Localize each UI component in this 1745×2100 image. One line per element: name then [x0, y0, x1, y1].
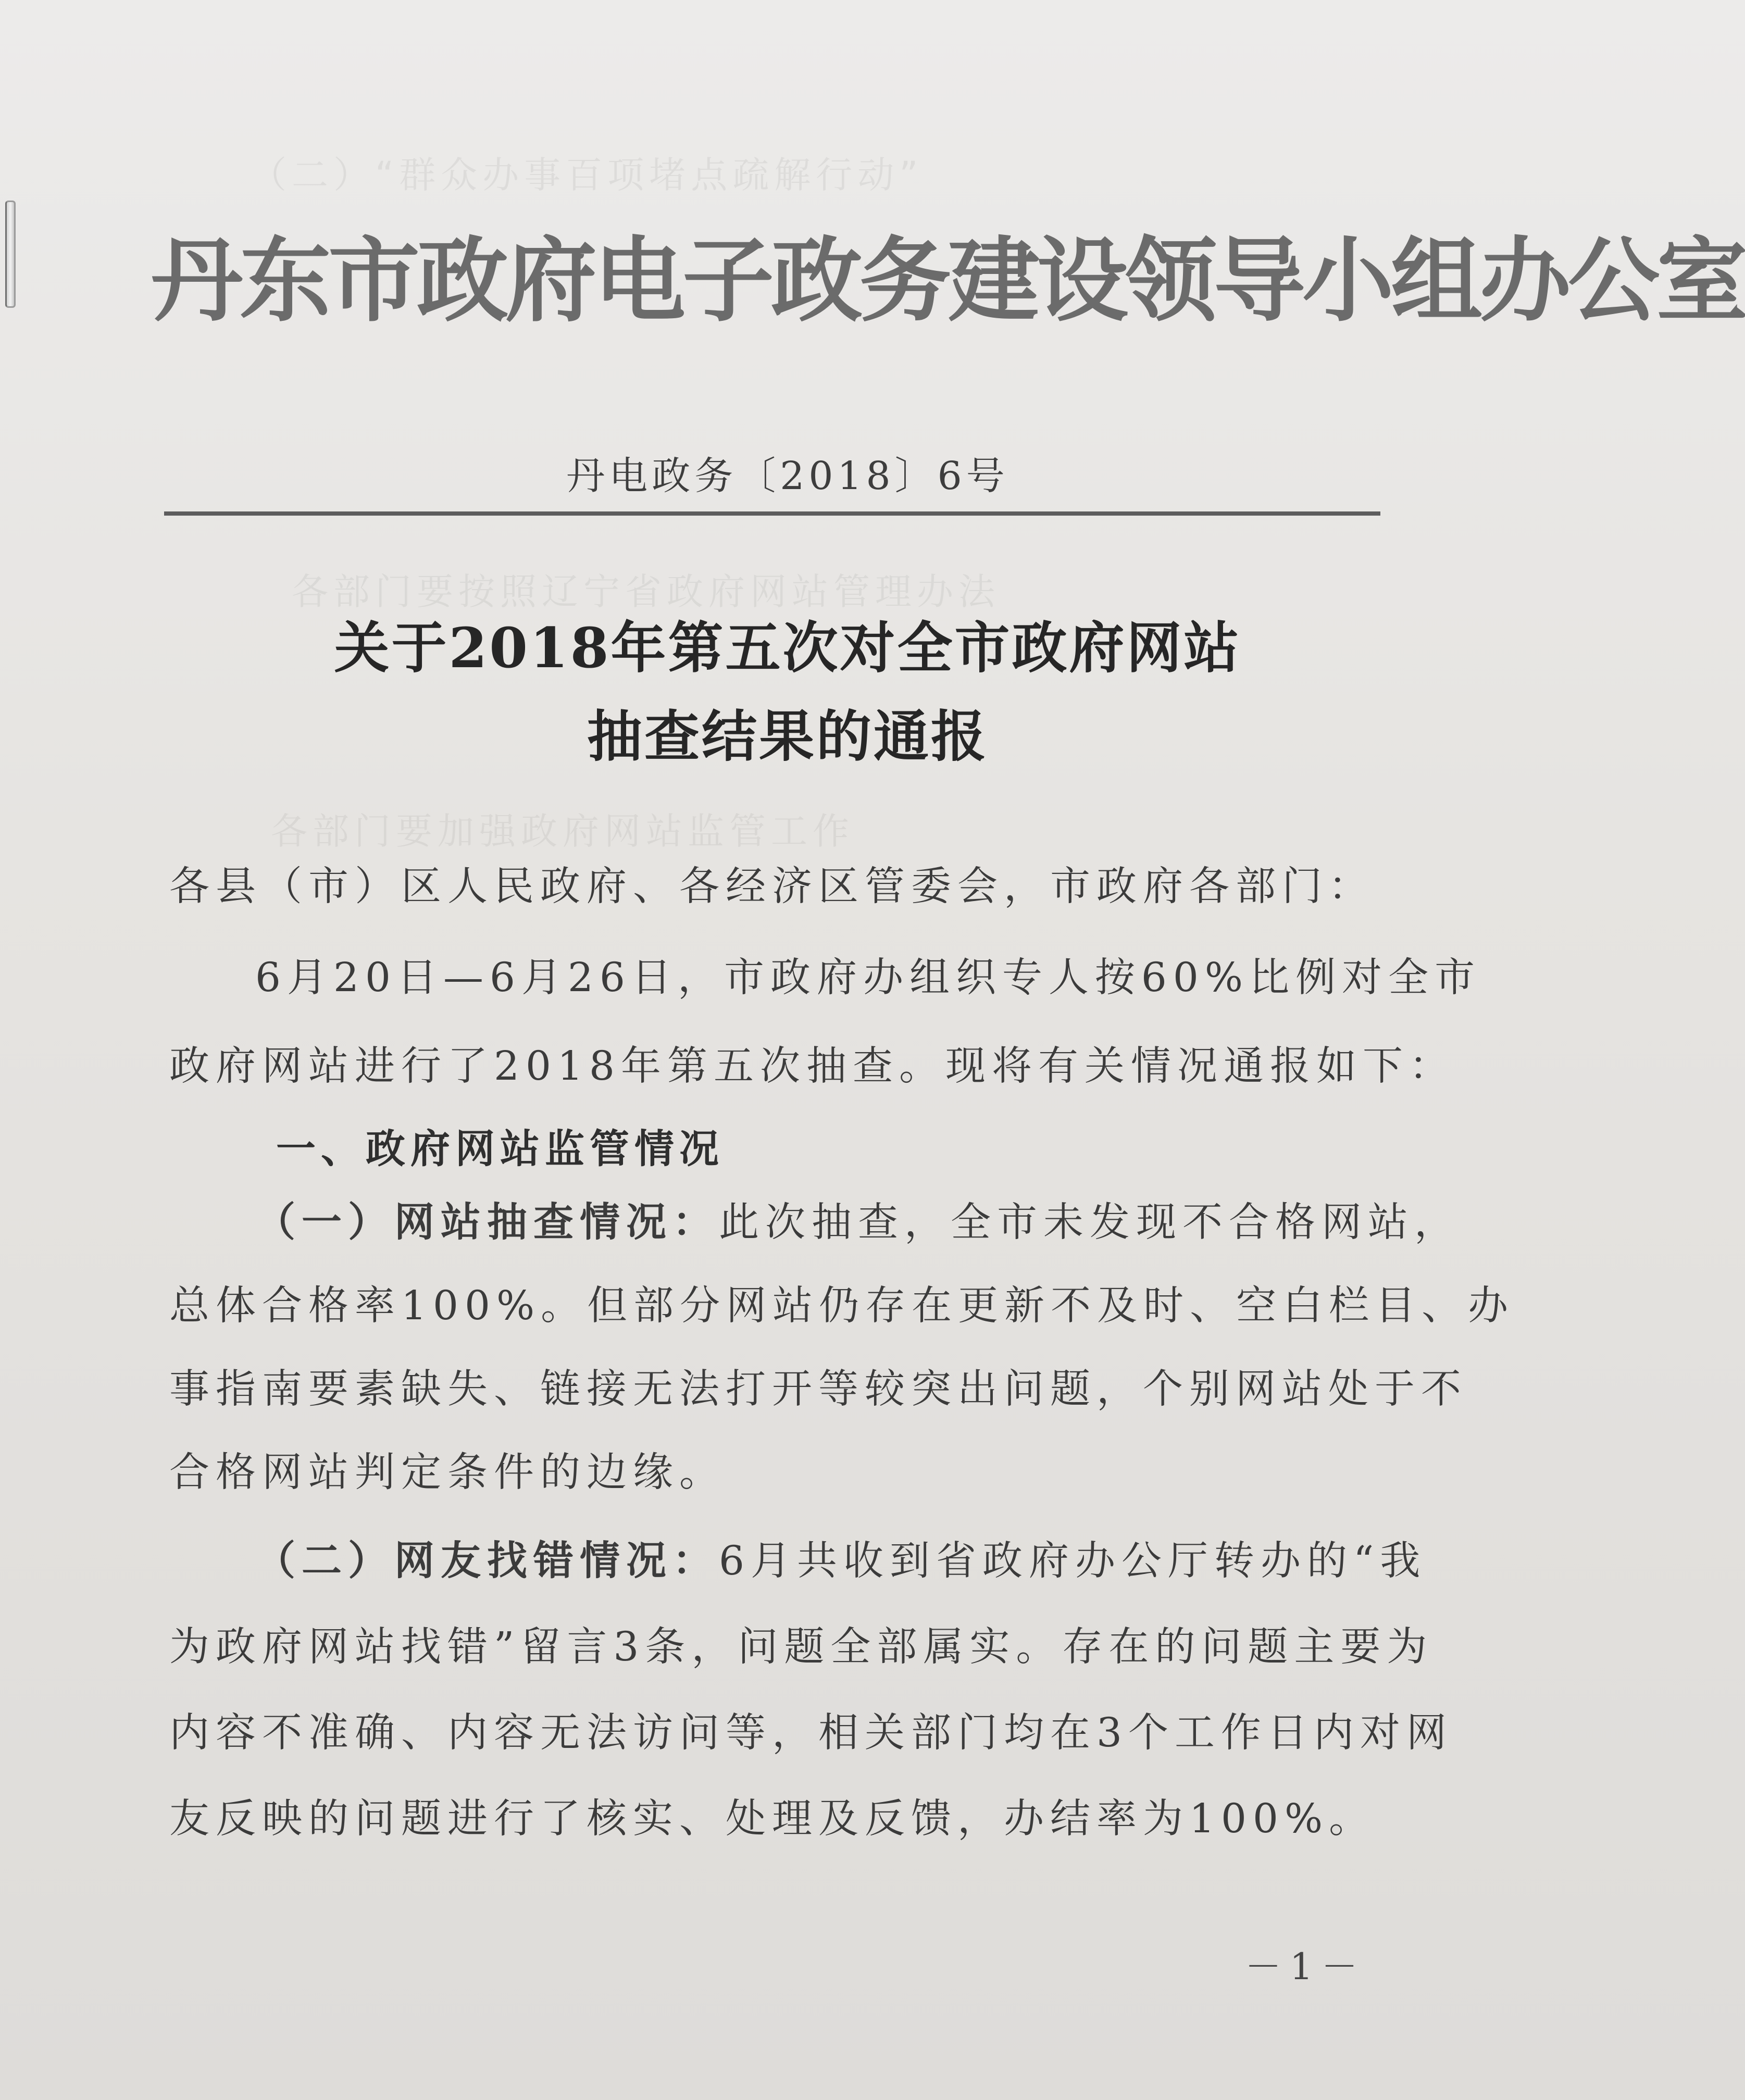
show-through-text: 各部门要按照辽宁省政府网站管理办法: [292, 570, 1000, 613]
show-through-text: （二）“群众办事百项堵点疏解行动”: [250, 154, 924, 196]
document-title-line1: 关于2018年第五次对全市政府网站: [334, 615, 1241, 680]
header-divider: [164, 511, 1380, 516]
subsection-2-line-4: 友反映的问题进行了核实、处理及反馈，办结率为100%。: [169, 1796, 1376, 1842]
subsection-1-text: 此次抽查，全市未发现不合格网站，: [719, 1199, 1461, 1246]
subsection-1-line-2: 总体合格率100%。但部分网站仍存在更新不及时、空白栏目、办: [169, 1283, 1515, 1329]
intro-line-2: 政府网站进行了2018年第五次抽查。现将有关情况通报如下：: [169, 1043, 1455, 1090]
subsection-1-line-4: 合格网站判定条件的边缘。: [169, 1449, 726, 1496]
subsection-2-line-2: 为政府网站找错”留言3条，问题全部属实。存在的问题主要为: [169, 1624, 1434, 1670]
document-title-line2: 抽查结果的通报: [587, 704, 988, 769]
subsection-2-text: 6月共收到省政府办公厅转办的“我: [719, 1538, 1427, 1584]
document-number: 丹电政务〔2018〕6号: [566, 454, 1009, 498]
salutation: 各县（市）区人民政府、各经济区管委会，市政府各部门：: [169, 864, 1375, 910]
show-through-text: 各部门要加强政府网站监管工作: [271, 810, 854, 853]
subsection-1-line-3: 事指南要素缺失、链接无法打开等较突出问题，个别网站处于不: [169, 1366, 1467, 1412]
paper-clip: [5, 201, 16, 308]
intro-line-1: 6月20日—6月26日，市政府办组织专人按60%比例对全市: [255, 955, 1481, 1001]
section-heading-1: 一、政府网站监管情况: [276, 1126, 724, 1172]
subsection-2-label: （二）网友找错情况：: [255, 1538, 719, 1584]
subsection-2-line-1: [255, 1529, 1427, 1586]
page-number: －1－: [1245, 1945, 1366, 1988]
subsection-2-line-3: 内容不准确、内容无法访问等，相关部门均在3个工作日内对网: [169, 1710, 1453, 1756]
issuing-organization: 丹东市政府电子政务建设领导小组办公室: [151, 228, 1745, 334]
subsection-1-label: （一）网站抽查情况：: [255, 1199, 719, 1246]
subsection-1-line-1: [255, 1190, 1461, 1248]
